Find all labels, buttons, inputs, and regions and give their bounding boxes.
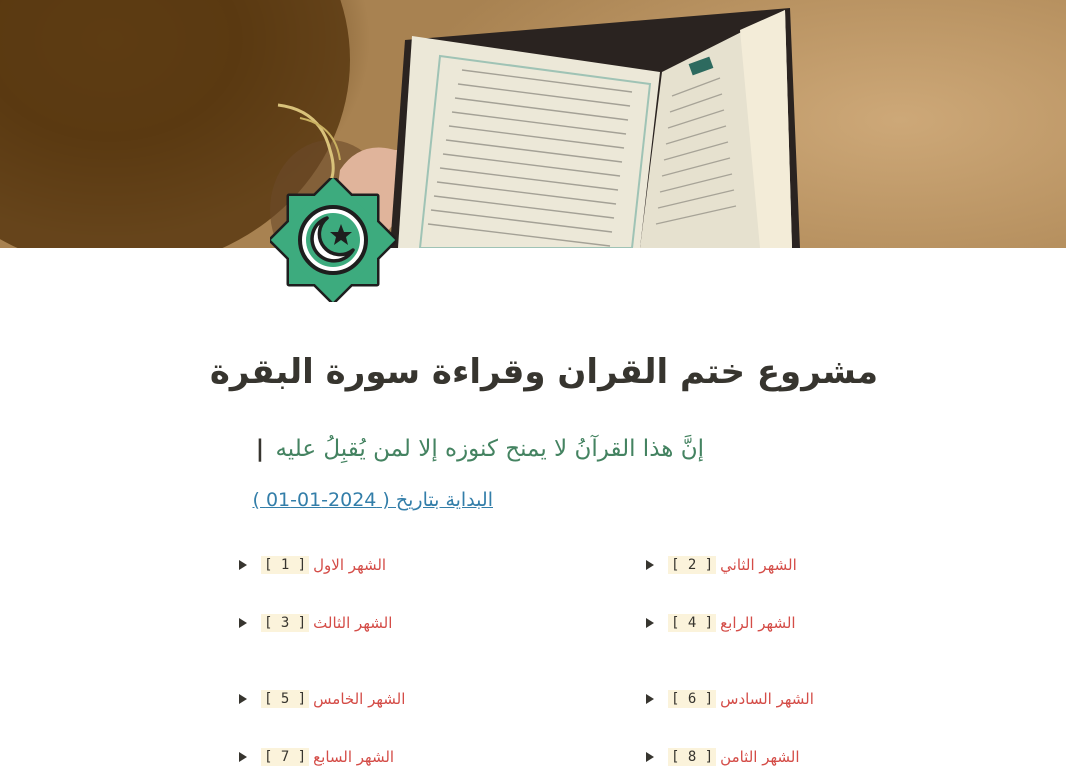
month-number: [ 3 ] xyxy=(261,614,309,632)
month-number: [ 7 ] xyxy=(261,748,309,766)
start-date-link[interactable]: البداية بتاريخ ( 2024-01-01 ) xyxy=(252,489,493,511)
quote-bar: | xyxy=(255,436,265,462)
quote-text: إنَّ هذا القرآنُ لا يمنح كنوزه إلا لمن يُقبِلُ عليه xyxy=(275,436,704,462)
toggle-triangle-icon[interactable] xyxy=(646,752,654,762)
month-label: الشهر الاول xyxy=(313,556,387,574)
month-toggle-5[interactable] xyxy=(239,690,405,708)
month-label: الشهر السادس xyxy=(720,690,814,708)
toggle-triangle-icon[interactable] xyxy=(239,560,247,570)
month-toggle-6[interactable] xyxy=(646,690,814,708)
toggle-triangle-icon[interactable] xyxy=(239,752,247,762)
toggle-triangle-icon[interactable] xyxy=(239,618,247,628)
month-toggle-4[interactable] xyxy=(646,614,796,632)
page-title: مشروع ختم القران وقراءة سورة البقرة xyxy=(209,352,878,392)
month-number: [ 6 ] xyxy=(668,690,716,708)
month-label: الشهر الثاني xyxy=(720,556,797,574)
toggle-triangle-icon[interactable] xyxy=(646,694,654,704)
toggle-triangle-icon[interactable] xyxy=(646,618,654,628)
month-number: [ 4 ] xyxy=(668,614,716,632)
month-label: الشهر الرابع xyxy=(720,614,796,632)
month-number: [ 8 ] xyxy=(668,748,716,766)
quote-block xyxy=(256,436,704,462)
month-toggle-1[interactable] xyxy=(239,556,386,574)
month-toggle-7[interactable] xyxy=(239,748,394,766)
month-number: [ 1 ] xyxy=(261,556,309,574)
month-toggle-3[interactable] xyxy=(239,614,392,632)
month-label: الشهر الثامن xyxy=(720,748,800,766)
month-label: الشهر الخامس xyxy=(313,690,406,708)
month-label: الشهر السابع xyxy=(313,748,395,766)
toggle-triangle-icon[interactable] xyxy=(646,560,654,570)
month-toggle-2[interactable] xyxy=(646,556,797,574)
month-number: [ 5 ] xyxy=(261,690,309,708)
month-toggle-8[interactable] xyxy=(646,748,800,766)
month-label: الشهر الثالث xyxy=(313,614,393,632)
month-number: [ 2 ] xyxy=(668,556,716,574)
toggle-triangle-icon[interactable] xyxy=(239,694,247,704)
